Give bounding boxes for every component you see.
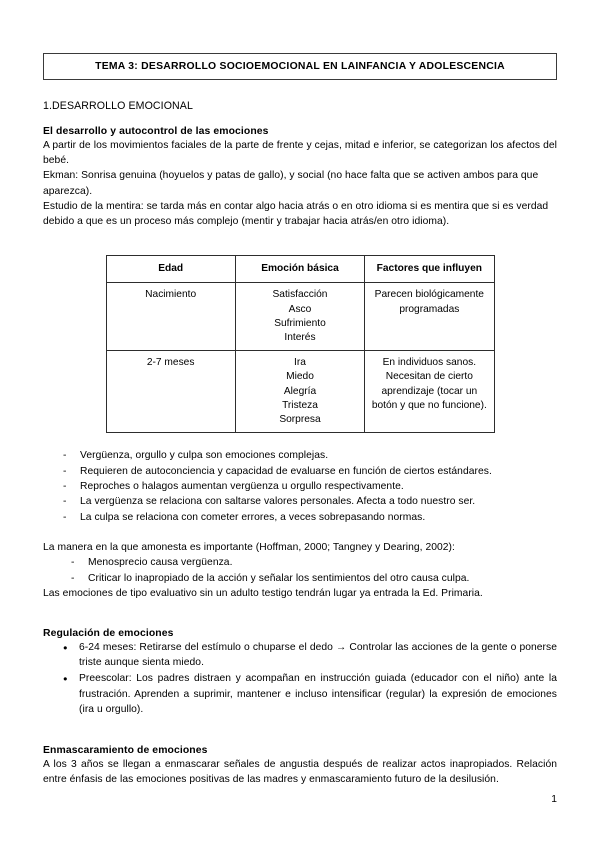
subheading-desarrollo-autocontrol: El desarrollo y autocontrol de las emociones bbox=[43, 126, 269, 137]
table-row bbox=[106, 351, 494, 433]
subheading-enmascaramiento-emociones: Enmascaramiento de emociones bbox=[43, 744, 208, 756]
emotion-item: Ira bbox=[294, 357, 306, 369]
emotion-item: Sorpresa bbox=[279, 414, 321, 426]
page-content bbox=[43, 53, 557, 787]
factors-text: En individuos sanos. Necesitan de cierto aprendizaje (tocar un botón y que no funcione). bbox=[371, 357, 487, 411]
amonestacion-list bbox=[43, 555, 557, 586]
list-item: ● Preescolar: Los padres distraen y acompañan en instrucción guiada (educador con el niño) ante la frustración. Aprenden a suprimir, mantener e incluso intensificar (regular) la expresión de emociones (ira u orgullo). bbox=[43, 671, 557, 717]
table-header-emocion-basica: Emoción básica bbox=[235, 256, 364, 283]
list-item: - Criticar lo inapropiado de la acción y señalar los sentimientos del otro causa culpa. bbox=[43, 571, 557, 586]
emotion-item: Satisfacción bbox=[272, 289, 328, 301]
subheading-regulacion-emociones: Regulación de emociones bbox=[43, 627, 174, 639]
emotion-item: Asco bbox=[288, 303, 312, 315]
list-item: ● 6-24 meses: Retirarse del estímulo o chuparse el dedo → Controlar las acciones de la gente o ponerse triste aunque sienta miedo. bbox=[43, 640, 557, 671]
list-item: - La culpa se relaciona con cometer errores, a veces sobrepasando normas. bbox=[43, 510, 557, 525]
emotion-item: Sufrimiento bbox=[274, 317, 326, 329]
list-item: - Vergüenza, orgullo y culpa son emociones complejas. bbox=[43, 448, 557, 463]
regulacion-list bbox=[43, 640, 557, 718]
factors-text: Parecen biológicamente programadas bbox=[374, 289, 484, 315]
paragraph-amonestacion-closing: Las emociones de tipo evaluativo sin un adulto testigo tendrán lugar ya entrada la Ed. Primaria. bbox=[43, 588, 483, 600]
paragraph-ekman: Ekman: Sonrisa genuina (hoyuelos y patas de gallo), y social (no hace falta que se activen ambos para que aparezca). bbox=[43, 170, 539, 197]
page-number: 1 bbox=[551, 794, 557, 805]
table-row bbox=[106, 283, 494, 351]
list-item: - Menosprecio causa vergüenza. bbox=[43, 555, 557, 570]
list-item: - Requieren de autoconciencia y capacidad de evaluarse en función de ciertos estándares. bbox=[43, 464, 557, 479]
complex-emotions-list bbox=[43, 448, 557, 525]
paragraph-enmascaramiento: A los 3 años se llegan a enmascarar señales de angustia después de realizar actos inapropiados. Relación entre énfasis de las emociones positivas de las madres y enmascaramiento futuro de la desilusión. bbox=[43, 758, 557, 785]
list-item: - La vergüenza se relaciona con saltarse valores personales. Afecta a todo nuestro ser. bbox=[43, 494, 557, 509]
document-title-box bbox=[43, 53, 557, 80]
paragraph-movimientos-faciales: A partir de los movimientos faciales de la parte de frente y cejas, mitad e inferior, se categorizan los afectos del bebé. bbox=[43, 140, 557, 167]
section-heading-desarrollo-emocional: 1.DESARROLLO EMOCIONAL bbox=[43, 100, 193, 112]
table-cell-emotions bbox=[235, 351, 364, 433]
table-cell-emotions bbox=[235, 283, 364, 351]
table-cell-age: Nacimiento bbox=[106, 283, 235, 351]
paragraph-amonestacion-intro: La manera en la que amonesta es importante (Hoffman, 2000; Tangney y Dearing, 2002): bbox=[43, 542, 455, 554]
table-cell-age: 2-7 meses bbox=[106, 351, 235, 433]
table-cell-factors bbox=[365, 351, 494, 433]
table-cell-factors bbox=[365, 283, 494, 351]
emotion-item: Alegría bbox=[283, 385, 317, 397]
document-title: TEMA 3: DESARROLLO SOCIOEMOCIONAL EN LAINFANCIA Y ADOLESCENCIA bbox=[95, 61, 505, 72]
table-header-factores: Factores que influyen bbox=[365, 256, 494, 283]
paragraph-estudio-mentira: Estudio de la mentira: se tarda más en contar algo hacia atrás o en otro idioma si es mentira que si es verdad debido a que es un proceso más complejo (mentir y trabajar hacia atrás/en otro idioma). bbox=[43, 200, 549, 228]
table-header-edad: Edad bbox=[106, 256, 235, 283]
table-header-row bbox=[106, 256, 494, 283]
emotion-item: Tristeza bbox=[282, 399, 318, 411]
list-item: - Reproches o halagos aumentan vergüenza u orgullo respectivamente. bbox=[43, 479, 557, 494]
emotion-item: Miedo bbox=[286, 371, 314, 383]
emotions-table bbox=[106, 255, 495, 433]
emotion-item: Interés bbox=[284, 332, 316, 344]
